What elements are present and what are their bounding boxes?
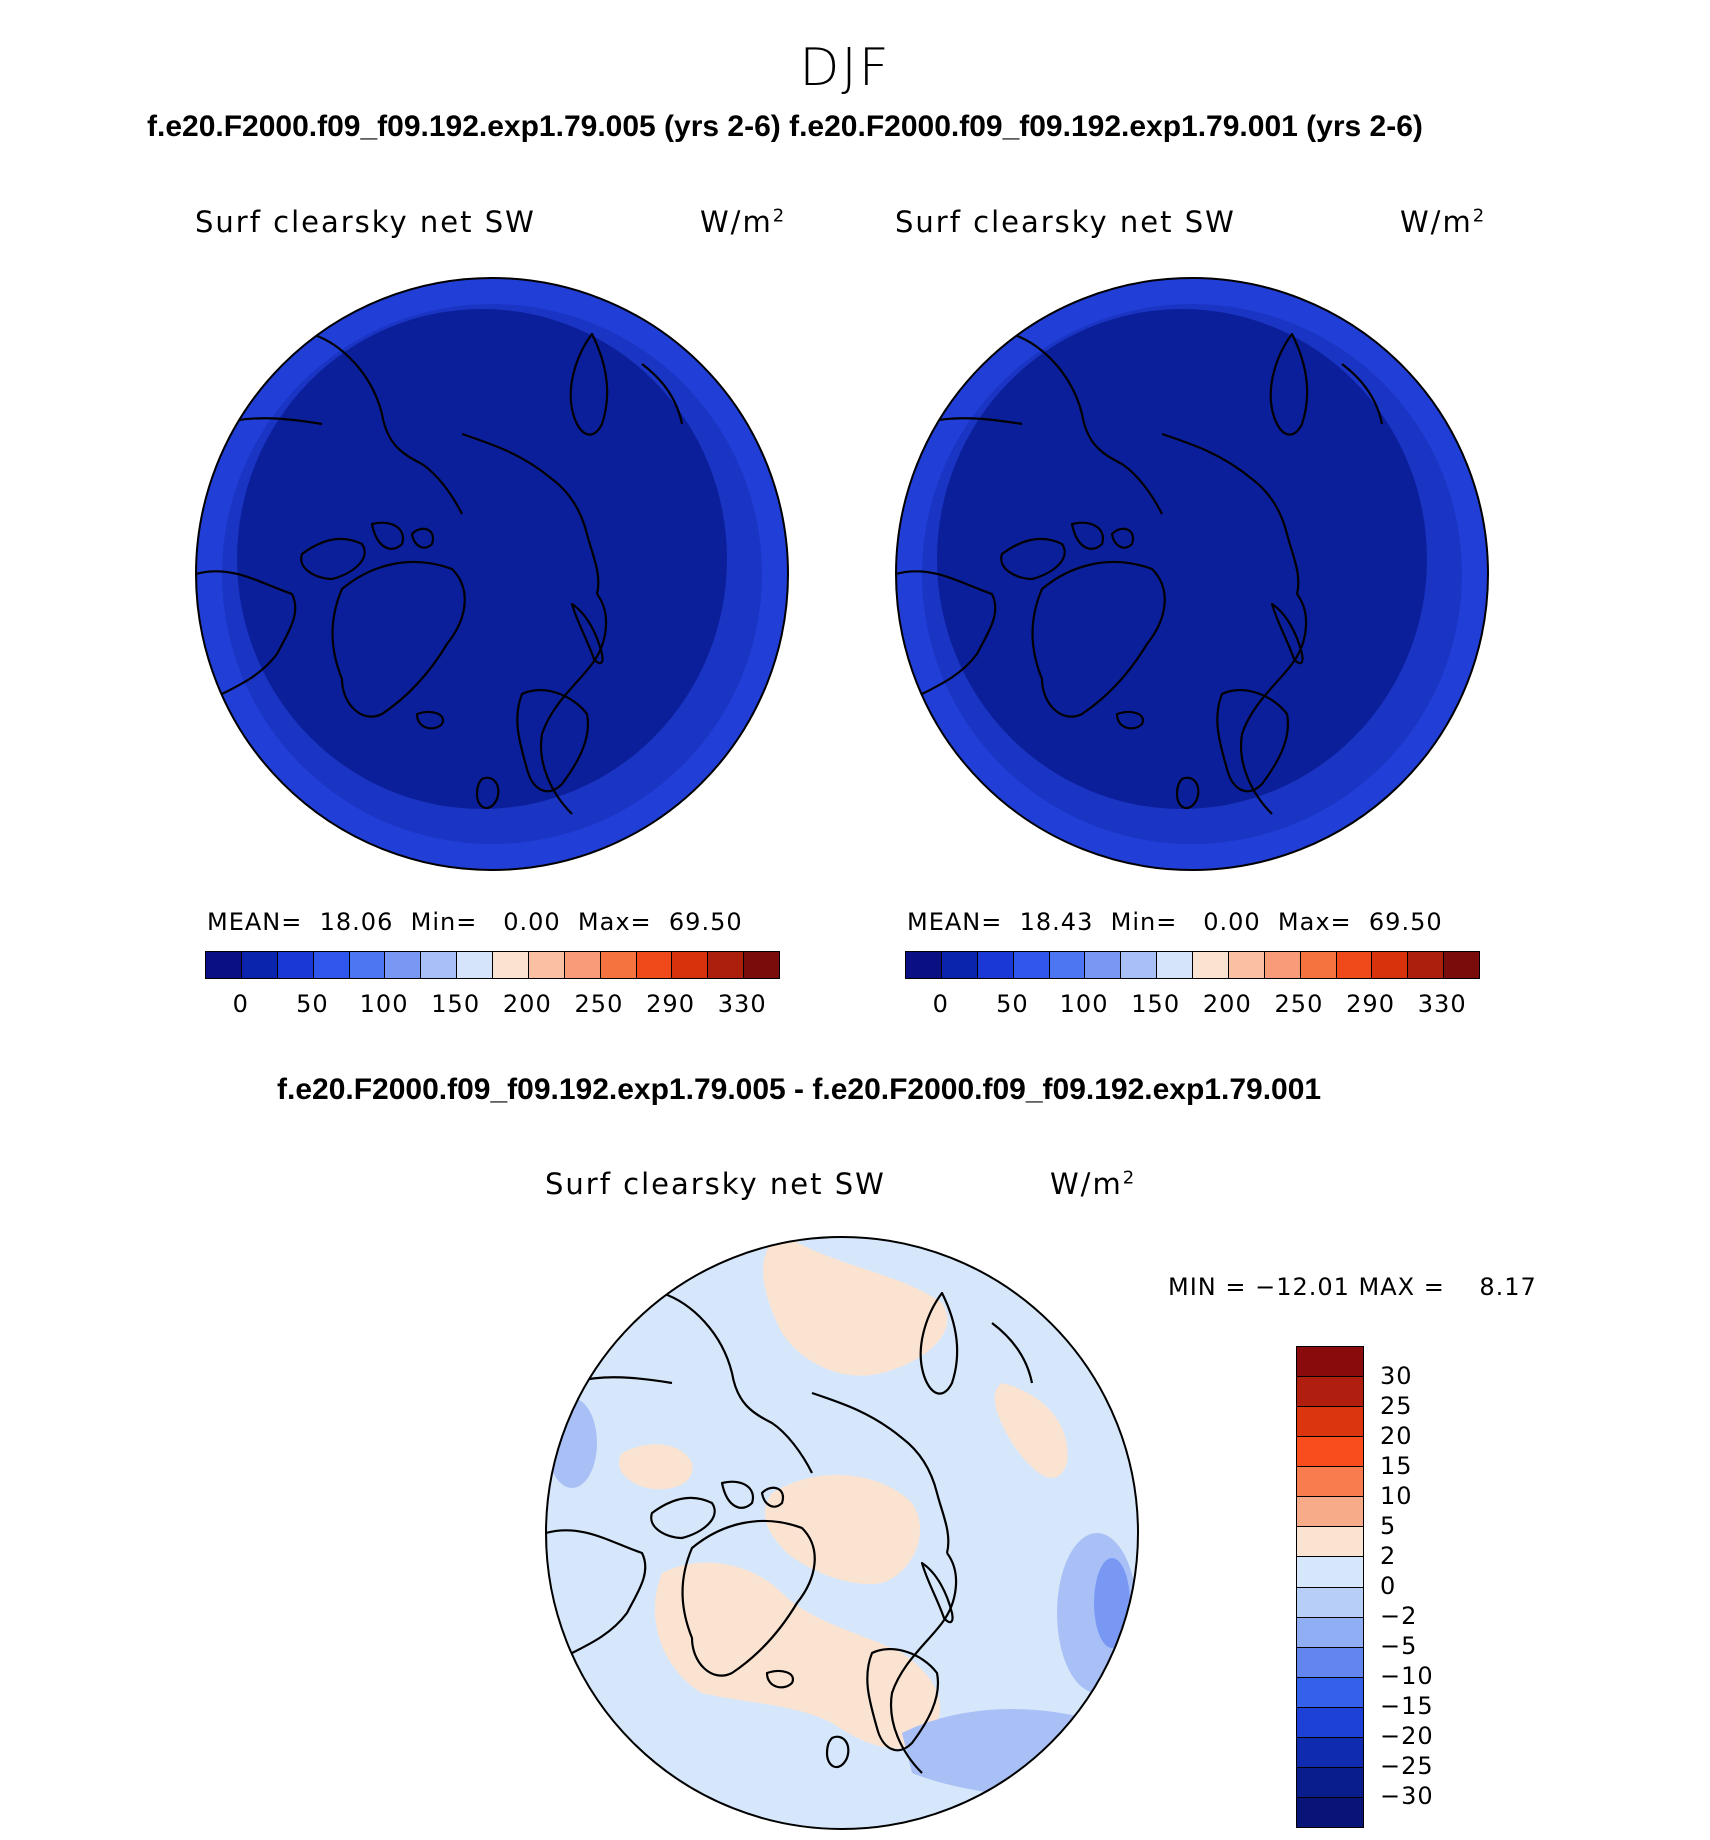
colorbar-label: 290 xyxy=(646,990,695,1018)
panel2-units: $W/m^2$ xyxy=(1400,205,1487,239)
colorbar-box xyxy=(1297,1497,1363,1527)
colorbar-label: 0 xyxy=(1380,1572,1397,1600)
panel1-units: $W/m^2$ xyxy=(700,205,787,239)
colorbar-label: −20 xyxy=(1380,1722,1434,1750)
colorbar-box xyxy=(421,952,457,978)
colorbar-box xyxy=(601,952,637,978)
diff-panel-units: $W/m^2$ xyxy=(1050,1167,1137,1201)
colorbar-box xyxy=(1297,1347,1363,1377)
colorbar-box xyxy=(1121,952,1157,978)
colorbar-box xyxy=(1297,1377,1363,1407)
colorbar-difference-labels xyxy=(1380,1346,1470,1826)
colorbar-box xyxy=(1229,952,1265,978)
colorbar-label: 30 xyxy=(1380,1362,1413,1390)
panel1-title: Surf clearsky net SW xyxy=(195,205,536,239)
colorbar-panel2-labels xyxy=(905,990,1478,1020)
colorbar-box xyxy=(457,952,493,978)
colorbar-label: 2 xyxy=(1380,1542,1397,1570)
colorbar-label: 25 xyxy=(1380,1392,1413,1420)
colorbar-label: 100 xyxy=(1059,990,1109,1018)
colorbar-label: 330 xyxy=(1417,990,1467,1018)
colorbar-label: 330 xyxy=(717,990,767,1018)
colorbar-box xyxy=(1408,952,1444,978)
diff-title: f.e20.F2000.f09_f09.192.exp1.79.005 - f.e20.F2000.f09_f09.192.exp1.79.001 xyxy=(277,1073,1322,1106)
diff-panel-title: Surf clearsky net SW xyxy=(545,1167,886,1201)
colorbar-box xyxy=(978,952,1014,978)
colorbar-box xyxy=(529,952,565,978)
colorbar-box xyxy=(1297,1768,1363,1798)
colorbar-label: 5 xyxy=(1380,1512,1397,1540)
colorbar-label: −5 xyxy=(1380,1632,1418,1660)
colorbar-box xyxy=(206,952,242,978)
colorbar-label: −25 xyxy=(1380,1752,1434,1780)
colorbar-box xyxy=(1265,952,1301,978)
colorbar-label: 150 xyxy=(1131,990,1181,1018)
colorbar-label: 50 xyxy=(296,990,329,1018)
colorbar-box xyxy=(1297,1738,1363,1768)
colorbar-label: 100 xyxy=(359,990,409,1018)
map-panel1 xyxy=(195,277,789,871)
colorbar-box xyxy=(906,952,942,978)
colorbar-box xyxy=(242,952,278,978)
map-difference xyxy=(545,1236,1139,1830)
colorbar-panel2 xyxy=(905,951,1480,979)
colorbar-box xyxy=(942,952,978,978)
colorbar-box xyxy=(1297,1798,1363,1827)
top-title: f.e20.F2000.f09_f09.192.exp1.79.005 (yrs 2-6) f.e20.F2000.f09_f09.192.exp1.79.001 (yrs 2-6) xyxy=(147,110,1423,143)
panel2-stats: MEAN= 18.43 Min= 0.00 Max= 69.50 xyxy=(907,908,1443,936)
season-title: DJF xyxy=(799,38,891,98)
colorbar-box xyxy=(672,952,708,978)
colorbar-box xyxy=(1297,1407,1363,1437)
colorbar-box xyxy=(708,952,744,978)
field-inner-band xyxy=(937,309,1427,809)
diff-negative-patch xyxy=(1094,1558,1130,1648)
colorbar-box xyxy=(1372,952,1408,978)
colorbar-box xyxy=(1297,1467,1363,1497)
colorbar-box xyxy=(1297,1618,1363,1648)
colorbar-box xyxy=(314,952,350,978)
map-field xyxy=(896,278,1488,870)
colorbar-box xyxy=(1297,1648,1363,1678)
colorbar-box xyxy=(1297,1557,1363,1587)
colorbar-box xyxy=(278,952,314,978)
colorbar-box xyxy=(1297,1588,1363,1618)
colorbar-box xyxy=(1193,952,1229,978)
colorbar-label: 50 xyxy=(996,990,1029,1018)
colorbar-label: 250 xyxy=(574,990,624,1018)
colorbar-box xyxy=(1050,952,1086,978)
colorbar-label: 200 xyxy=(1202,990,1252,1018)
colorbar-label: 0 xyxy=(932,990,949,1018)
colorbar-box xyxy=(1014,952,1050,978)
panel2-title: Surf clearsky net SW xyxy=(895,205,1236,239)
panel1-stats: MEAN= 18.06 Min= 0.00 Max= 69.50 xyxy=(207,908,743,936)
colorbar-label: −2 xyxy=(1380,1602,1418,1630)
colorbar-panel1 xyxy=(205,951,780,979)
colorbar-label: 15 xyxy=(1380,1452,1413,1480)
colorbar-label: 150 xyxy=(431,990,481,1018)
colorbar-box xyxy=(1337,952,1373,978)
colorbar-box xyxy=(350,952,386,978)
colorbar-label: 20 xyxy=(1380,1422,1413,1450)
colorbar-box xyxy=(1297,1708,1363,1738)
colorbar-box xyxy=(1301,952,1337,978)
diff-minmax: MIN = −12.01 MAX = 8.17 xyxy=(1168,1273,1537,1301)
colorbar-label: 200 xyxy=(502,990,552,1018)
colorbar-box xyxy=(637,952,673,978)
colorbar-label: −15 xyxy=(1380,1692,1434,1720)
colorbar-label: 10 xyxy=(1380,1482,1413,1510)
colorbar-difference xyxy=(1296,1346,1364,1828)
map-panel2 xyxy=(895,277,1489,871)
colorbar-box xyxy=(744,952,779,978)
colorbar-box xyxy=(1297,1527,1363,1557)
map-field xyxy=(196,278,788,870)
colorbar-box xyxy=(1085,952,1121,978)
colorbar-label: −10 xyxy=(1380,1662,1434,1690)
colorbar-label: 250 xyxy=(1274,990,1324,1018)
colorbar-box xyxy=(565,952,601,978)
colorbar-label: −30 xyxy=(1380,1782,1434,1810)
colorbar-box xyxy=(1297,1437,1363,1467)
colorbar-box xyxy=(1444,952,1479,978)
colorbar-box xyxy=(1157,952,1193,978)
colorbar-panel1-labels xyxy=(205,990,778,1020)
colorbar-box xyxy=(385,952,421,978)
colorbar-label: 290 xyxy=(1346,990,1395,1018)
colorbar-box xyxy=(493,952,529,978)
colorbar-label: 0 xyxy=(232,990,249,1018)
field-inner-band xyxy=(237,309,727,809)
colorbar-box xyxy=(1297,1678,1363,1708)
